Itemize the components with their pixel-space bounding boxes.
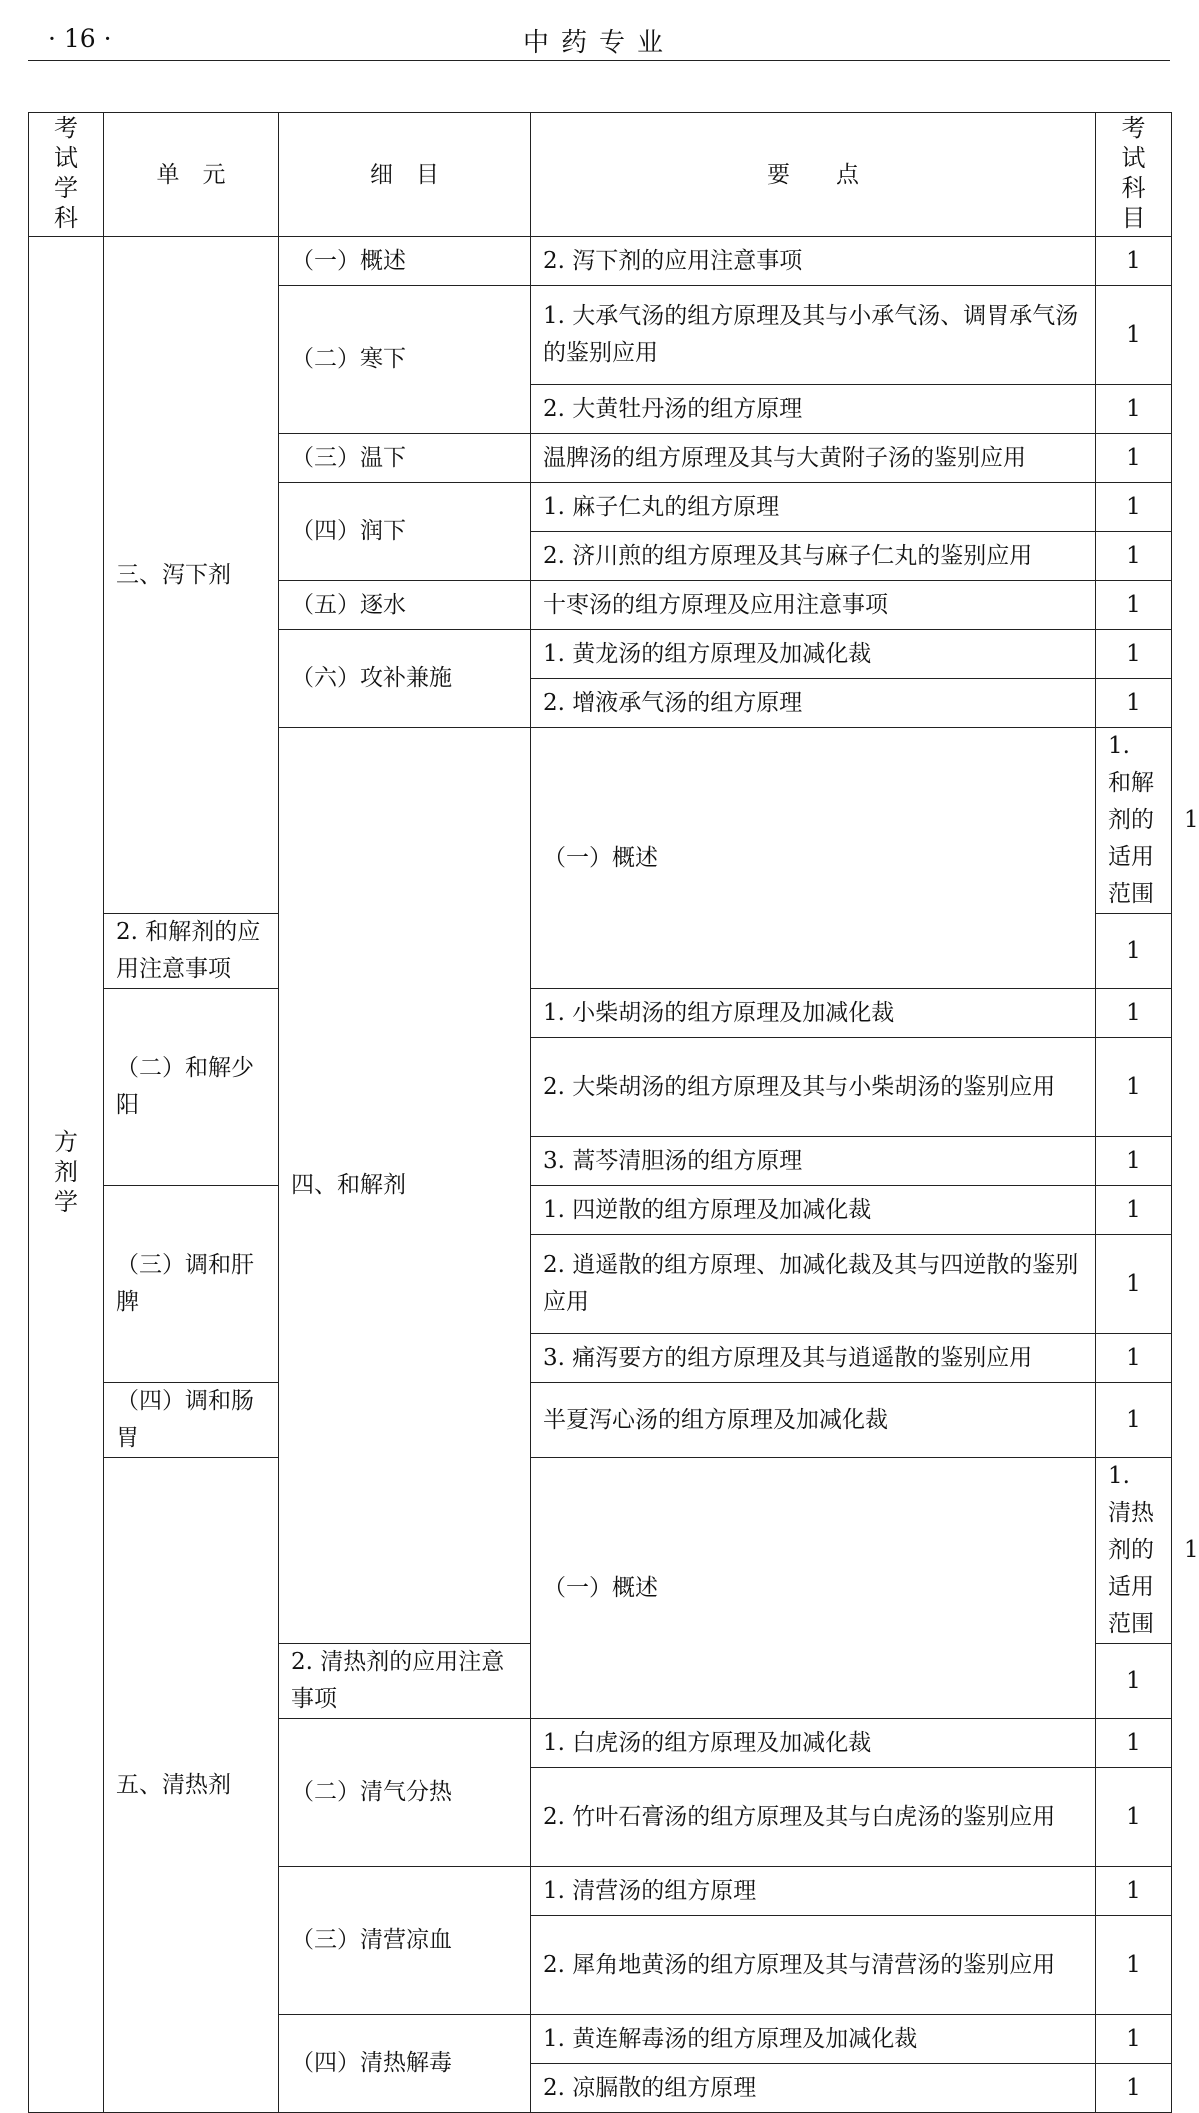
exam-cell: 1 [1096, 1867, 1172, 1916]
subject-cell: 方剂学 [29, 237, 104, 2113]
point-cell: 1. 白虎汤的组方原理及加减化裁 [531, 1719, 1096, 1768]
point-cell: 温脾汤的组方原理及其与大黄附子汤的鉴别应用 [531, 434, 1096, 483]
exam-cell: 1 [1096, 1719, 1172, 1768]
table-row [29, 989, 1172, 1038]
point-cell: 1. 清营汤的组方原理 [531, 1867, 1096, 1916]
detail-cell: （六）攻补兼施 [279, 630, 531, 728]
exam-cell: 1 [1096, 1383, 1172, 1458]
column-header-unit: 单 元 [104, 113, 279, 237]
detail-cell: （一）概述 [531, 1458, 1096, 1719]
exam-cell: 1 [1096, 914, 1172, 989]
exam-cell: 1 [1096, 1235, 1172, 1334]
page-header [28, 22, 1170, 61]
exam-cell: 1 [1096, 385, 1172, 434]
detail-cell: （四）调和肠胃 [104, 1383, 279, 1458]
unit-cell: 三、泻下剂 [104, 237, 279, 914]
table-row: 五、清热剂 （一）概述 1. 清热剂的适用范围 1 [29, 1458, 1172, 1644]
exam-cell: 1 [1096, 1334, 1172, 1383]
detail-cell: （五）逐水 [279, 581, 531, 630]
point-cell: 1. 黄连解毒汤的组方原理及加减化裁 [531, 2015, 1096, 2064]
table-header-row [29, 113, 1172, 237]
exam-cell: 1 [1096, 1768, 1172, 1867]
detail-cell: （二）寒下 [279, 286, 531, 434]
running-title: 中药专业 [522, 28, 675, 58]
point-cell: 2. 济川煎的组方原理及其与麻子仁丸的鉴别应用 [531, 532, 1096, 581]
point-cell: 半夏泻心汤的组方原理及加减化裁 [531, 1383, 1096, 1458]
point-cell: 2. 增液承气汤的组方原理 [531, 679, 1096, 728]
exam-cell: 1 [1096, 1644, 1172, 1719]
column-header-subject: 考试学科 [29, 113, 104, 237]
column-header-detail: 细 目 [279, 113, 531, 237]
detail-cell: （二）清气分热 [279, 1719, 531, 1867]
point-cell: 1. 清热剂的适用范围 [1096, 1458, 1172, 1644]
detail-cell: （一）概述 [279, 237, 531, 286]
point-cell: 3. 痛泻要方的组方原理及其与逍遥散的鉴别应用 [531, 1334, 1096, 1383]
detail-cell: （一）概述 [531, 728, 1096, 989]
exam-cell: 1 [1096, 989, 1172, 1038]
point-cell: 3. 蒿芩清胆汤的组方原理 [531, 1137, 1096, 1186]
exam-outline-table [28, 112, 1199, 2113]
exam-cell: 1 [1096, 286, 1172, 385]
point-cell: 2. 大黄牡丹汤的组方原理 [531, 385, 1096, 434]
table-row: 四、和解剂 （一）概述 1. 和解剂的适用范围 1 [29, 728, 1172, 914]
exam-cell: 1 [1096, 1186, 1172, 1235]
table-row [29, 1186, 1172, 1235]
point-cell: 2. 大柴胡汤的组方原理及其与小柴胡汤的鉴别应用 [531, 1038, 1096, 1137]
point-cell: 1. 小柴胡汤的组方原理及加减化裁 [531, 989, 1096, 1038]
detail-cell: （三）清营凉血 [279, 1867, 531, 2015]
unit-cell: 五、清热剂 [104, 1458, 279, 2113]
exam-cell: 1 [1096, 2015, 1172, 2064]
point-cell: 2. 逍遥散的组方原理、加减化裁及其与四逆散的鉴别应用 [531, 1235, 1096, 1334]
column-header-points: 要 点 [531, 113, 1096, 237]
exam-cell: 1 [1096, 532, 1172, 581]
point-cell: 十枣汤的组方原理及应用注意事项 [531, 581, 1096, 630]
unit-cell: 四、和解剂 [279, 728, 531, 1644]
table-row [29, 237, 1172, 286]
point-cell: 1. 麻子仁丸的组方原理 [531, 483, 1096, 532]
point-cell: 1. 大承气汤的组方原理及其与小承气汤、调胃承气汤的鉴别应用 [531, 286, 1096, 385]
exam-cell: 1 [1096, 237, 1172, 286]
exam-cell: 1 [1096, 1038, 1172, 1137]
exam-cell: 1 [1096, 630, 1172, 679]
detail-cell: （四）润下 [279, 483, 531, 581]
detail-cell: （三）温下 [279, 434, 531, 483]
exam-cell: 1 [1096, 581, 1172, 630]
detail-cell: （四）清热解毒 [279, 2015, 531, 2113]
point-cell: 2. 竹叶石膏汤的组方原理及其与白虎汤的鉴别应用 [531, 1768, 1096, 1867]
point-cell: 2. 和解剂的应用注意事项 [104, 914, 279, 989]
point-cell: 1. 四逆散的组方原理及加减化裁 [531, 1186, 1096, 1235]
detail-cell: （二）和解少阳 [104, 989, 279, 1186]
exam-cell: 1 [1096, 434, 1172, 483]
exam-cell: 1 [1096, 2064, 1172, 2113]
page-number: · 16 · [48, 24, 112, 53]
exam-cell: 1 [1096, 483, 1172, 532]
point-cell: 1. 黄龙汤的组方原理及加减化裁 [531, 630, 1096, 679]
table-row [29, 1383, 1172, 1458]
point-cell: 2. 泻下剂的应用注意事项 [531, 237, 1096, 286]
exam-cell: 1 [1096, 1916, 1172, 2015]
point-cell: 1. 和解剂的适用范围 [1096, 728, 1172, 914]
exam-cell: 1 [1096, 679, 1172, 728]
point-cell: 2. 凉膈散的组方原理 [531, 2064, 1096, 2113]
point-cell: 2. 犀角地黄汤的组方原理及其与清营汤的鉴别应用 [531, 1916, 1096, 2015]
exam-cell: 1 [1096, 1137, 1172, 1186]
column-header-exam: 考试科目 [1096, 113, 1172, 237]
point-cell: 2. 清热剂的应用注意事项 [279, 1644, 531, 1719]
detail-cell: （三）调和肝脾 [104, 1186, 279, 1383]
